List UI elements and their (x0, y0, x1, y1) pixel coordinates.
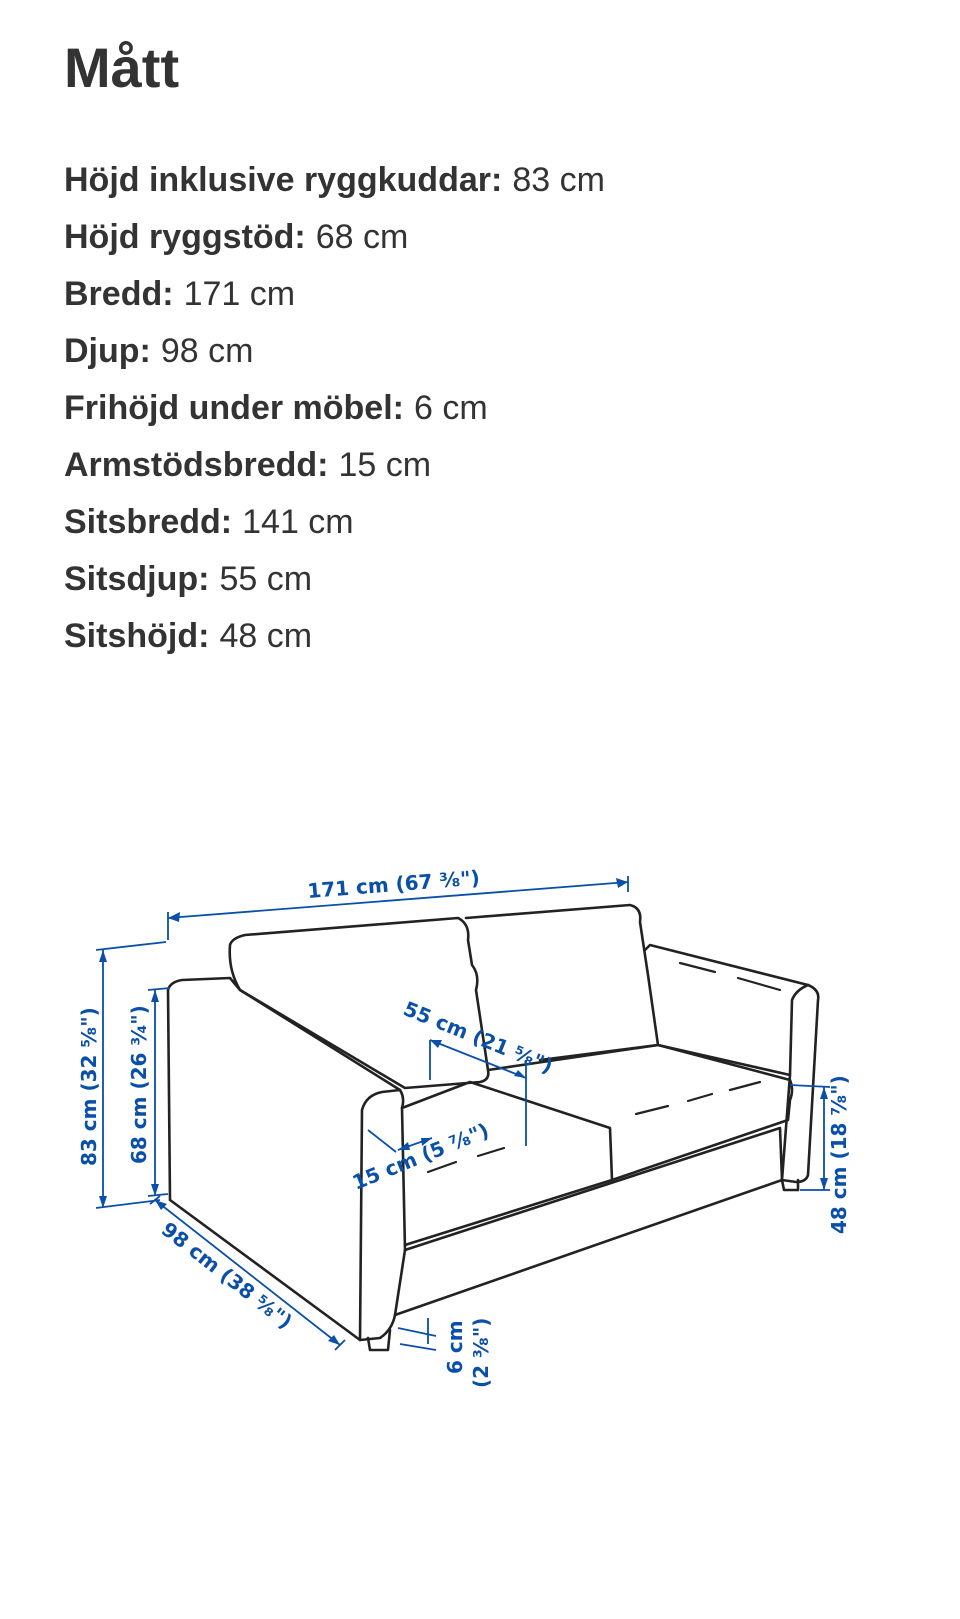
seat-height-dimension-label: 48 cm (18 ⁷⁄₈") (827, 1075, 851, 1234)
spec-row-armrest-width (64, 441, 605, 498)
clearance-dimension-line (398, 1318, 436, 1350)
spec-label: Frihöjd under möbel: (64, 389, 404, 427)
spec-value: 55 cm (219, 560, 313, 598)
back-height-dimension-line (148, 988, 170, 1196)
spec-row-depth (64, 327, 605, 384)
spec-value: 15 cm (338, 446, 432, 484)
spec-label: Djup: (64, 332, 151, 370)
spec-value: 48 cm (219, 617, 313, 655)
spec-label: Höjd ryggstöd: (64, 218, 306, 256)
width-dimension-label: 171 cm (67 ³⁄₈") (306, 865, 481, 903)
spec-value: 68 cm (315, 218, 409, 256)
spec-value: 83 cm (512, 161, 605, 199)
clearance-inch-label: (2 ³⁄₈") (469, 1317, 493, 1388)
spec-label: Höjd inklusive ryggkuddar: (64, 161, 503, 199)
spec-value: 98 cm (160, 332, 254, 370)
spec-row-clearance (64, 384, 605, 441)
spec-label: Sitshöjd: (64, 617, 210, 655)
dimension-spec-list (64, 156, 605, 669)
seat-cushion-right (540, 1045, 792, 1180)
spec-value: 141 cm (242, 503, 354, 541)
sofa-illustration (168, 905, 818, 1350)
back-cushion-left (230, 918, 489, 1088)
left-armrest-front (360, 1090, 400, 1340)
left-armrest (168, 978, 405, 1340)
spec-row-seat-height (64, 612, 605, 669)
spec-value: 171 cm (183, 275, 296, 313)
spec-row-back-height (64, 213, 605, 270)
right-armrest-top (790, 985, 808, 1075)
spec-label: Sitsdjup: (64, 560, 210, 598)
spec-row-seat-width (64, 498, 605, 555)
page-title: Mått (64, 36, 180, 99)
spec-value: 6 cm (413, 389, 488, 427)
seat-depth-dimension-label: 55 cm (21 ⁵⁄₈") (400, 996, 557, 1079)
total-height-dimension-label: 83 cm (32 ⁵⁄₈") (77, 1007, 101, 1166)
armrest-width-dimension-label: 15 cm (5 ⁷⁄₈") (348, 1118, 493, 1195)
spec-label: Bredd: (64, 275, 174, 313)
back-height-dimension-label: 68 cm (26 ³⁄₄") (127, 1005, 151, 1164)
spec-label: Armstödsbredd: (64, 446, 329, 484)
depth-dimension-line (150, 1196, 345, 1350)
spec-row-width (64, 270, 605, 327)
spec-row-seat-depth (64, 555, 605, 612)
clearance-cm-label: 6 cm (443, 1320, 467, 1374)
spec-row-total-height (64, 156, 605, 213)
spec-label: Sitsbredd: (64, 503, 233, 541)
depth-dimension-label: 98 cm (38 ⁵⁄₈") (156, 1217, 297, 1334)
sofa-dimension-diagram (0, 850, 960, 1410)
dimension-lines (96, 876, 830, 1350)
